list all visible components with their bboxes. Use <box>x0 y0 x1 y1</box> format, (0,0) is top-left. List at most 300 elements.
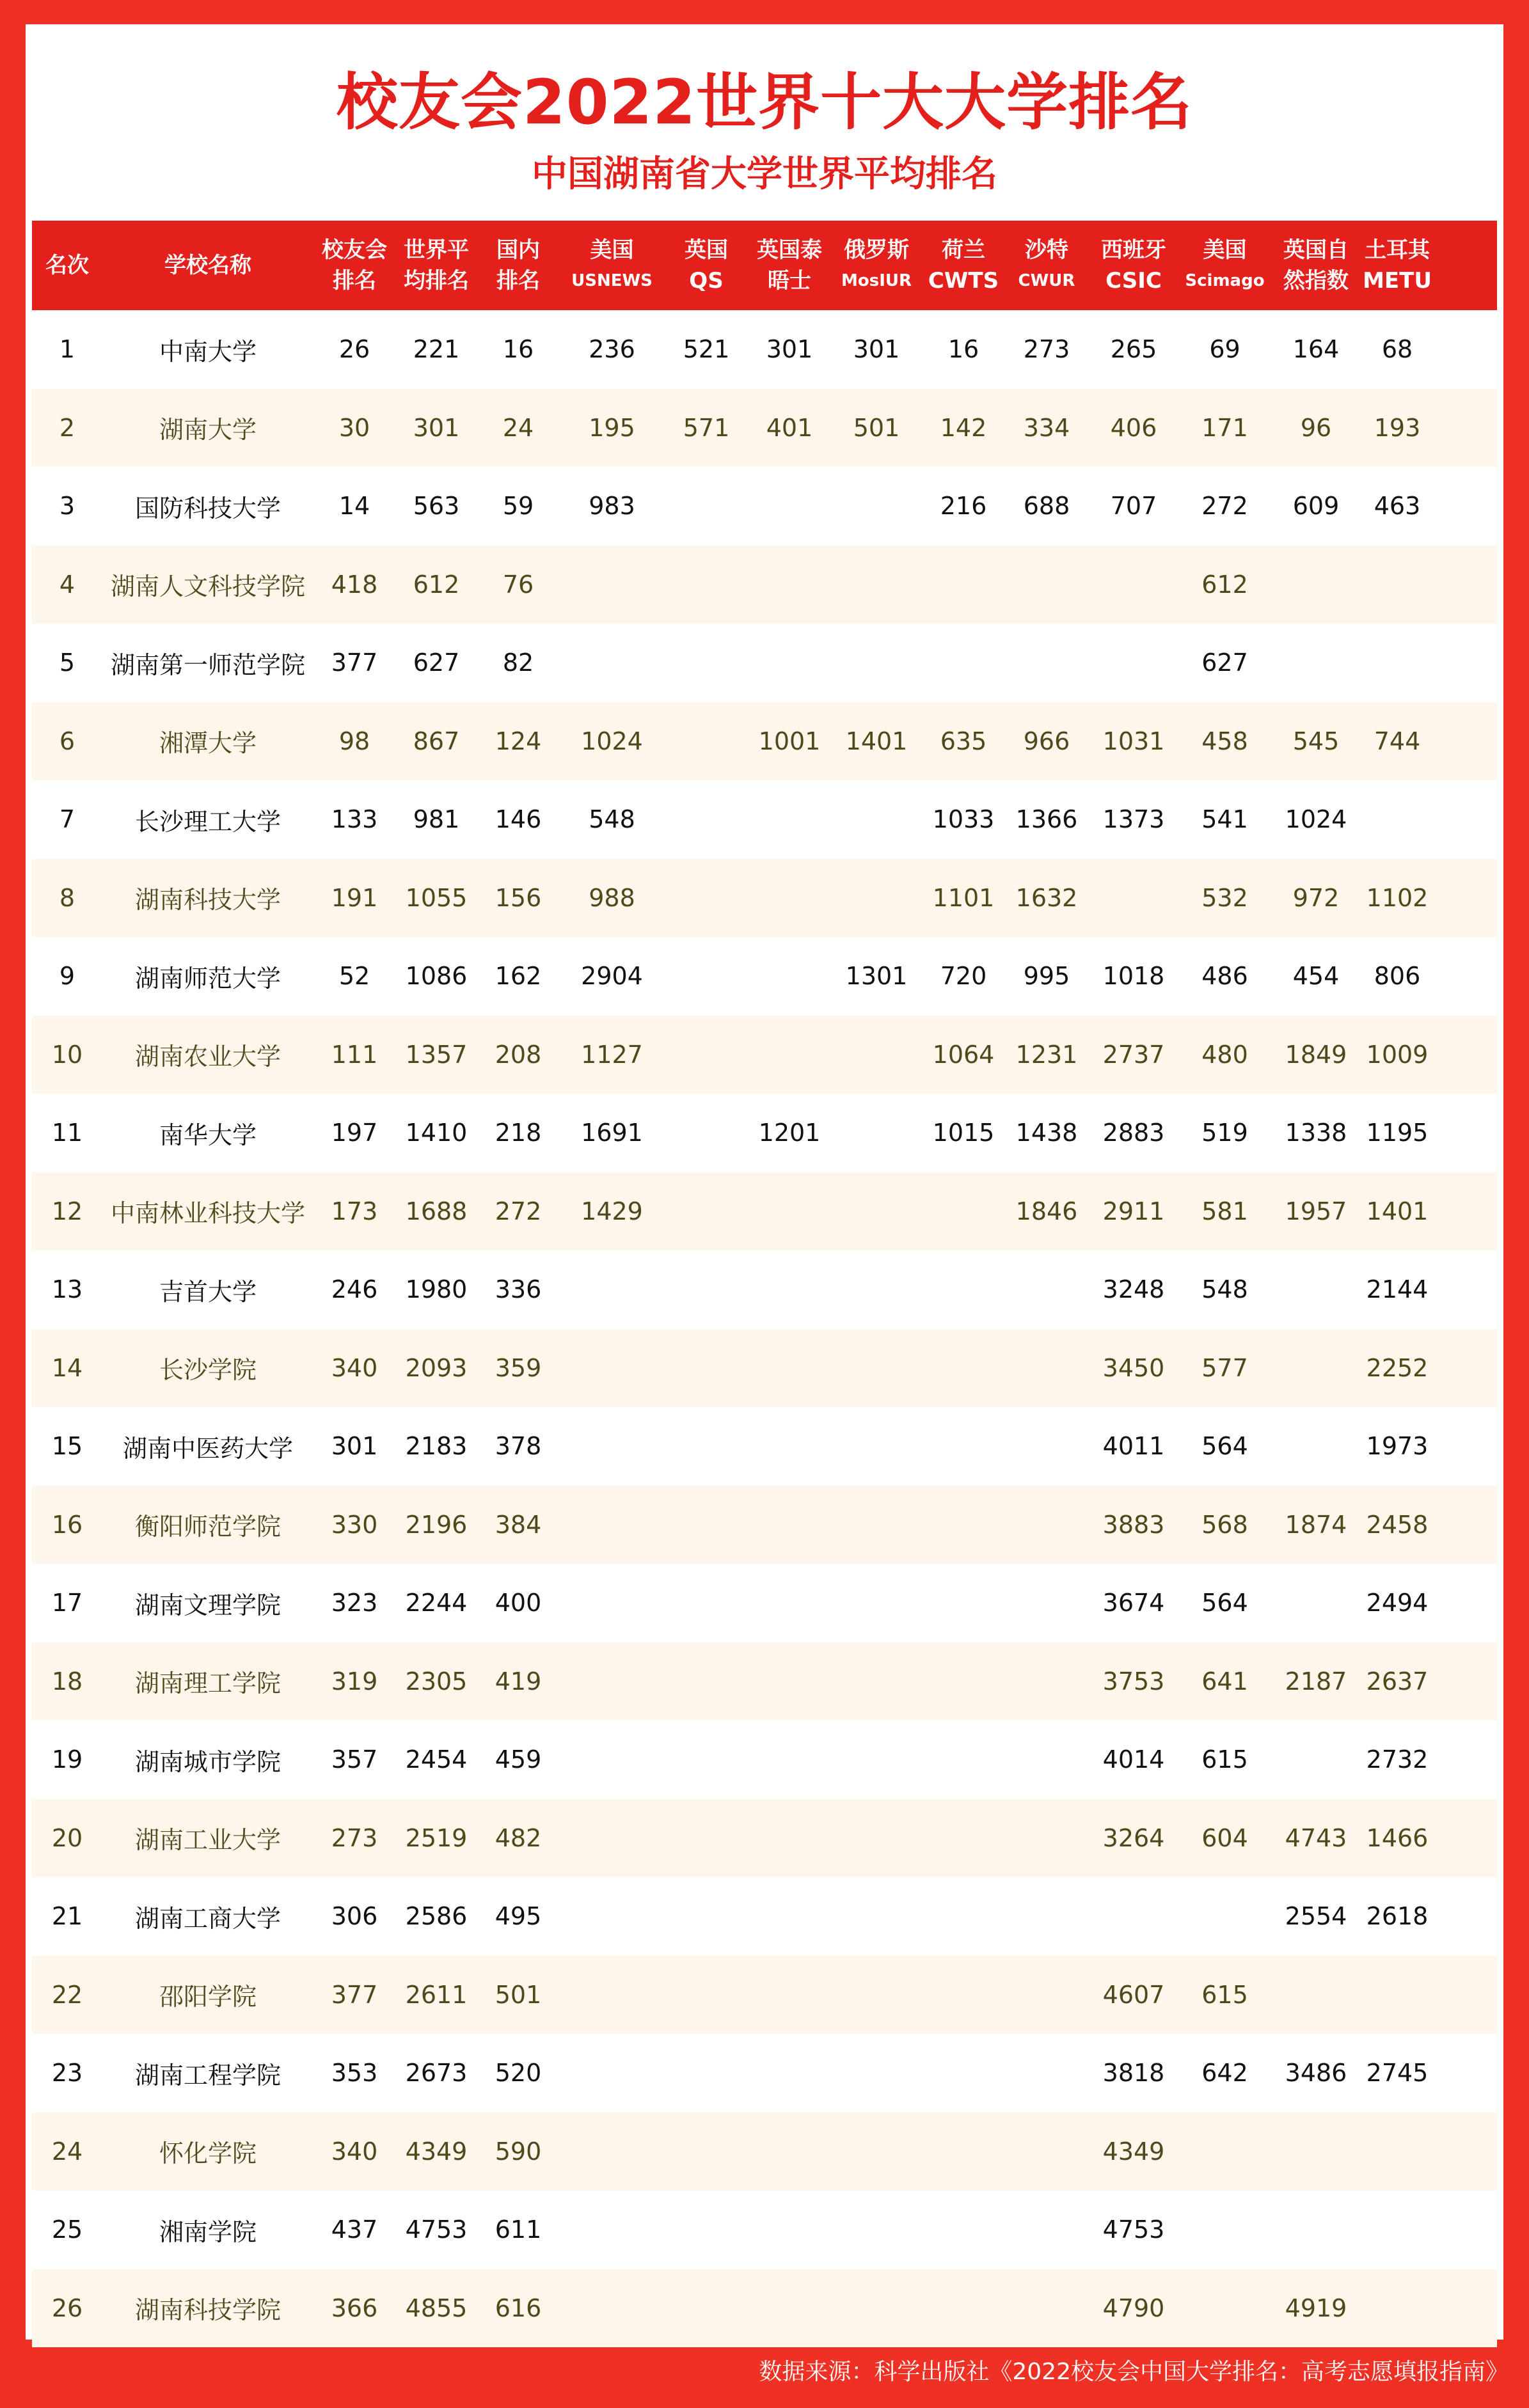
table-cell: 2586 <box>405 1902 468 1931</box>
table-row <box>32 1486 1497 1564</box>
table-cell: 2519 <box>405 1823 468 1852</box>
table-cell: 2494 <box>1366 1589 1429 1617</box>
table-cell: 1366 <box>1015 805 1078 834</box>
table-cell: 17 <box>51 1589 83 1617</box>
column-header-line2: Scimago <box>1185 271 1265 290</box>
table-cell: 306 <box>331 1902 378 1931</box>
table-cell: 162 <box>495 962 542 991</box>
table-cell: 23 <box>51 2059 83 2088</box>
table-cell: 18 <box>51 1667 83 1696</box>
table-cell: 2745 <box>1366 2059 1429 2088</box>
table-cell: 1691 <box>581 1119 643 1147</box>
table-cell: 353 <box>331 2059 378 2088</box>
table-cell: 1438 <box>1015 1119 1078 1147</box>
table-cell: 4743 <box>1285 1823 1347 1852</box>
column-header <box>922 221 1005 310</box>
table-cell: 52 <box>338 962 370 991</box>
table-cell: 2732 <box>1366 1745 1429 1774</box>
table-cell: 10 <box>51 1040 83 1069</box>
table-row <box>32 2034 1497 2113</box>
table-cell: 272 <box>495 1197 542 1225</box>
table-cell: 581 <box>1201 1197 1248 1225</box>
column-header <box>102 221 313 310</box>
table-cell: 2454 <box>405 1745 468 1774</box>
table-cell: 25 <box>51 2215 83 2244</box>
column-header-line1: 西班牙 <box>1101 237 1166 263</box>
column-header-line2: 排名 <box>496 268 540 294</box>
table-cell: 501 <box>853 413 900 442</box>
table-cell: 2244 <box>405 1589 468 1617</box>
table-cell: 111 <box>331 1040 378 1069</box>
table-cell: 521 <box>683 335 730 364</box>
school-name-cell: 湖南中医药大学 <box>122 1434 293 1463</box>
table-cell: 76 <box>502 570 534 599</box>
table-cell: 171 <box>1201 413 1248 442</box>
table-cell: 2554 <box>1285 1902 1347 1931</box>
table-cell: 366 <box>331 2294 378 2322</box>
table-cell: 330 <box>331 1510 378 1539</box>
table-cell: 2144 <box>1366 1275 1429 1304</box>
column-header-line2: 然指数 <box>1283 268 1349 294</box>
table-cell: 806 <box>1374 962 1421 991</box>
table-cell: 221 <box>413 335 460 364</box>
column-header <box>477 221 559 310</box>
table-cell: 1846 <box>1015 1197 1078 1225</box>
table-cell: 548 <box>1201 1275 1248 1304</box>
column-header-line2: 晤士 <box>768 268 811 294</box>
column-header-line2: CWUR <box>1018 271 1075 290</box>
table-cell: 14 <box>338 492 370 521</box>
table-row <box>32 546 1497 624</box>
table-cell: 1980 <box>405 1275 468 1304</box>
table-cell: 173 <box>331 1197 378 1225</box>
column-header <box>665 221 748 310</box>
table-cell: 1055 <box>405 883 468 912</box>
table-cell: 3 <box>59 492 75 521</box>
table-cell: 545 <box>1292 727 1340 755</box>
column-header <box>395 221 477 310</box>
table-cell: 1127 <box>581 1040 643 1069</box>
table-cell: 501 <box>495 1980 542 2009</box>
table-cell: 1201 <box>758 1119 821 1147</box>
school-name-cell: 湖南人文科技学院 <box>110 572 305 601</box>
table-cell: 612 <box>413 570 460 599</box>
table-cell: 2252 <box>1366 1353 1429 1382</box>
table-cell: 22 <box>51 1980 83 2009</box>
table-row <box>32 1250 1497 1329</box>
table-cell: 1231 <box>1015 1040 1078 1069</box>
table-cell: 1973 <box>1366 1432 1429 1461</box>
table-cell: 98 <box>338 727 370 755</box>
column-header-line2: CWTS <box>928 268 999 294</box>
table-cell: 14 <box>51 1353 83 1382</box>
column-header-line1: 土耳其 <box>1365 237 1430 263</box>
page-title: 校友会2022世界十大大学排名 <box>336 67 1193 138</box>
school-name-cell: 湖南城市学院 <box>134 1747 281 1776</box>
school-name-cell: 湖南文理学院 <box>134 1591 281 1619</box>
table-row <box>32 780 1497 859</box>
table-cell: 459 <box>495 1745 542 1774</box>
column-header <box>32 221 102 310</box>
table-cell: 482 <box>495 1823 542 1852</box>
column-header-line1: 荷兰 <box>942 237 985 263</box>
table-cell: 2911 <box>1102 1197 1165 1225</box>
table-cell: 2458 <box>1366 1510 1429 1539</box>
school-name-cell: 国防科技大学 <box>134 494 281 523</box>
table-cell: 867 <box>413 727 460 755</box>
table-cell: 2883 <box>1102 1119 1165 1147</box>
table-cell: 1033 <box>932 805 995 834</box>
table-row <box>32 389 1497 468</box>
table-cell: 359 <box>495 1353 542 1382</box>
table-cell: 357 <box>331 1745 378 1774</box>
column-header <box>1179 221 1271 310</box>
table-row <box>32 2269 1497 2348</box>
column-header-line2: QS <box>689 268 724 294</box>
table-cell: 26 <box>338 335 370 364</box>
table-cell: 604 <box>1201 1823 1248 1852</box>
table-cell: 8 <box>59 883 75 912</box>
table-cell: 1086 <box>405 962 468 991</box>
table-cell: 1373 <box>1102 805 1165 834</box>
table-cell: 577 <box>1201 1353 1248 1382</box>
table-cell: 3753 <box>1102 1667 1165 1696</box>
table-cell: 4790 <box>1102 2294 1165 2322</box>
table-cell: 2737 <box>1102 1040 1165 1069</box>
table-cell: 9 <box>59 962 75 991</box>
column-header-line1: 英国自 <box>1283 237 1349 263</box>
school-name-cell: 邵阳学院 <box>159 1983 257 2011</box>
table-cell: 1874 <box>1285 1510 1347 1539</box>
table-cell: 3248 <box>1102 1275 1165 1304</box>
table-cell: 2093 <box>405 1353 468 1382</box>
table-cell: 988 <box>589 883 635 912</box>
column-header-line1: 英国 <box>685 237 728 263</box>
school-name-cell: 湘潭大学 <box>159 729 257 758</box>
school-name-cell: 湖南大学 <box>159 416 257 445</box>
table-cell: 323 <box>331 1589 378 1617</box>
table-cell: 548 <box>589 805 635 834</box>
column-header-line1: 校友会 <box>322 237 387 263</box>
table-row <box>32 859 1497 938</box>
school-name-cell: 中南大学 <box>159 337 257 366</box>
table-cell: 418 <box>331 570 378 599</box>
table-row <box>32 1016 1497 1094</box>
table-row <box>32 1720 1497 1799</box>
table-cell: 458 <box>1201 727 1248 755</box>
table-cell: 4753 <box>1102 2215 1165 2244</box>
source-note: 数据来源：科学出版社《2022校友会中国大学排名：高考志愿填报指南》 <box>759 2359 1509 2385</box>
table-row <box>32 1094 1497 1172</box>
school-name-cell: 湖南农业大学 <box>134 1043 281 1071</box>
table-row <box>32 1407 1497 1486</box>
table-cell: 319 <box>331 1667 378 1696</box>
table-cell: 336 <box>495 1275 542 1304</box>
table-cell: 1466 <box>1366 1823 1429 1852</box>
table-cell: 301 <box>331 1432 378 1461</box>
table-cell: 24 <box>51 2137 83 2166</box>
column-header-line2: CSIC <box>1105 268 1162 294</box>
school-name-cell: 怀化学院 <box>159 2139 257 2168</box>
table-cell: 3450 <box>1102 1353 1165 1382</box>
school-name-cell: 衡阳师范学院 <box>134 1513 281 1541</box>
table-cell: 609 <box>1292 492 1340 521</box>
table-cell: 972 <box>1292 883 1340 912</box>
table-row <box>32 1877 1497 1956</box>
page-subtitle: 中国湖南省大学世界平均排名 <box>532 153 997 195</box>
table-cell: 720 <box>940 962 987 991</box>
table-cell: 1401 <box>845 727 908 755</box>
table-cell: 21 <box>51 1902 83 1931</box>
table-cell: 4349 <box>1102 2137 1165 2166</box>
table-header <box>32 221 1497 310</box>
table-row <box>32 1172 1497 1251</box>
table-cell: 519 <box>1201 1119 1248 1147</box>
column-header-line2: USNEWS <box>571 271 653 290</box>
table-cell: 82 <box>502 649 534 677</box>
table-cell: 59 <box>502 492 534 521</box>
table-cell: 1024 <box>581 727 643 755</box>
table-cell: 15 <box>51 1432 83 1461</box>
table-cell: 2305 <box>405 1667 468 1696</box>
table-cell: 3486 <box>1285 2059 1347 2088</box>
table-cell: 1338 <box>1285 1119 1347 1147</box>
school-name-cell: 南华大学 <box>159 1121 257 1149</box>
table-cell: 265 <box>1110 335 1157 364</box>
table-cell: 30 <box>338 413 370 442</box>
table-cell: 3674 <box>1102 1589 1165 1617</box>
table-cell: 4753 <box>405 2215 468 2244</box>
table-cell: 1018 <box>1102 962 1165 991</box>
table-cell: 590 <box>495 2137 542 2166</box>
table-cell: 1 <box>59 335 75 364</box>
table-row <box>32 937 1497 1016</box>
column-header-line1: 学校名称 <box>164 253 251 278</box>
school-name-cell: 湖南第一师范学院 <box>110 650 305 679</box>
table-cell: 156 <box>495 883 542 912</box>
table-cell: 208 <box>495 1040 542 1069</box>
table-cell: 1688 <box>405 1197 468 1225</box>
table-cell: 611 <box>495 2215 542 2244</box>
table-cell: 480 <box>1201 1040 1248 1069</box>
column-header-line1: 名次 <box>45 253 89 278</box>
table-cell: 401 <box>766 413 813 442</box>
table-cell: 627 <box>413 649 460 677</box>
table-cell: 454 <box>1292 962 1340 991</box>
ranking-table <box>32 221 1497 2347</box>
table-row <box>32 310 1497 389</box>
table-cell: 541 <box>1201 805 1248 834</box>
table-cell: 1957 <box>1285 1197 1347 1225</box>
school-name-cell: 湖南科技大学 <box>134 886 281 915</box>
table-cell: 96 <box>1300 413 1332 442</box>
table-cell: 301 <box>766 335 813 364</box>
table-row <box>32 624 1497 702</box>
table-cell: 995 <box>1023 962 1070 991</box>
table-cell: 164 <box>1292 335 1340 364</box>
table-row <box>32 2113 1497 2191</box>
table-cell: 1301 <box>845 962 908 991</box>
table-cell: 16 <box>947 335 979 364</box>
table-cell: 246 <box>331 1275 378 1304</box>
school-name-cell: 湖南工业大学 <box>134 1826 281 1855</box>
table-row <box>32 2191 1497 2269</box>
school-name-cell: 湖南科技学院 <box>134 2296 281 2325</box>
table-row <box>32 467 1497 546</box>
table-cell: 1410 <box>405 1119 468 1147</box>
table-cell: 1015 <box>932 1119 995 1147</box>
table-cell: 3883 <box>1102 1510 1165 1539</box>
table-cell: 273 <box>1023 335 1070 364</box>
table-cell: 437 <box>331 2215 378 2244</box>
table-cell: 5 <box>59 649 75 677</box>
table-cell: 20 <box>51 1823 83 1852</box>
school-name-cell: 吉首大学 <box>159 1277 257 1306</box>
table-cell: 7 <box>59 805 75 834</box>
table-cell: 2 <box>59 413 75 442</box>
table-cell: 19 <box>51 1745 83 1774</box>
table-cell: 688 <box>1023 492 1070 521</box>
table-cell: 1101 <box>932 883 995 912</box>
table-cell: 3818 <box>1102 2059 1165 2088</box>
table-cell: 419 <box>495 1667 542 1696</box>
table-cell: 340 <box>331 1353 378 1382</box>
school-name-cell: 湘南学院 <box>159 2217 257 2246</box>
table-cell: 124 <box>495 727 542 755</box>
table-cell: 1632 <box>1015 883 1078 912</box>
table-cell: 3264 <box>1102 1823 1165 1852</box>
column-header <box>831 221 922 310</box>
table-cell: 4919 <box>1285 2294 1347 2322</box>
column-header <box>1361 221 1433 310</box>
table-cell: 384 <box>495 1510 542 1539</box>
table-cell: 966 <box>1023 727 1070 755</box>
table-cell: 11 <box>51 1119 83 1147</box>
table-cell: 1429 <box>581 1197 643 1225</box>
table-cell: 616 <box>495 2294 542 2322</box>
table-cell: 146 <box>495 805 542 834</box>
table-cell: 568 <box>1201 1510 1248 1539</box>
table-cell: 2904 <box>581 962 643 991</box>
table-row <box>32 1799 1497 1878</box>
table-cell: 1849 <box>1285 1040 1347 1069</box>
column-header-line1: 沙特 <box>1025 237 1068 263</box>
table-cell: 236 <box>589 335 635 364</box>
table-cell: 400 <box>495 1589 542 1617</box>
table-cell: 641 <box>1201 1667 1248 1696</box>
table-cell: 4349 <box>405 2137 468 2166</box>
table-cell: 1401 <box>1366 1197 1429 1225</box>
table-cell: 1009 <box>1366 1040 1429 1069</box>
table-cell: 191 <box>331 883 378 912</box>
table-row <box>32 1956 1497 2034</box>
table-cell: 133 <box>331 805 378 834</box>
column-header-line2: MosIUR <box>841 271 912 290</box>
table-cell: 635 <box>940 727 987 755</box>
table-cell: 26 <box>51 2294 83 2322</box>
table-cell: 195 <box>589 413 635 442</box>
table-cell: 377 <box>331 649 378 677</box>
table-cell: 1024 <box>1285 805 1347 834</box>
table-cell: 612 <box>1201 570 1248 599</box>
table-cell: 4014 <box>1102 1745 1165 1774</box>
table-cell: 273 <box>331 1823 378 1852</box>
table-cell: 495 <box>495 1902 542 1931</box>
column-header <box>313 221 395 310</box>
table-cell: 193 <box>1374 413 1421 442</box>
table-cell: 4011 <box>1102 1432 1165 1461</box>
table-cell: 301 <box>853 335 900 364</box>
school-name-cell: 湖南师范大学 <box>134 964 281 993</box>
table-cell: 2187 <box>1285 1667 1347 1696</box>
table-cell: 12 <box>51 1197 83 1225</box>
table-cell: 406 <box>1110 413 1157 442</box>
table-cell: 1102 <box>1366 883 1429 912</box>
table-cell: 218 <box>495 1119 542 1147</box>
column-header-line1: 俄罗斯 <box>844 237 909 263</box>
table-cell: 520 <box>495 2059 542 2088</box>
table-cell: 340 <box>331 2137 378 2166</box>
table-cell: 2618 <box>1366 1902 1429 1931</box>
table-cell: 142 <box>940 413 987 442</box>
report-frame <box>26 24 1503 2340</box>
table-cell: 4 <box>59 570 75 599</box>
table-cell: 334 <box>1023 413 1070 442</box>
column-header <box>748 221 831 310</box>
column-header <box>1005 221 1088 310</box>
column-header <box>559 221 665 310</box>
table-cell: 2637 <box>1366 1667 1429 1696</box>
table-cell: 2183 <box>405 1432 468 1461</box>
table-cell: 615 <box>1201 1980 1248 2009</box>
school-name-cell: 长沙理工大学 <box>134 807 281 836</box>
table-cell: 1031 <box>1102 727 1165 755</box>
table-cell: 615 <box>1201 1745 1248 1774</box>
column-header-line1: 国内 <box>496 237 540 263</box>
table-row <box>32 1564 1497 1642</box>
table-cell: 6 <box>59 727 75 755</box>
table-cell: 981 <box>413 805 460 834</box>
column-header <box>1088 221 1179 310</box>
table-cell: 4855 <box>405 2294 468 2322</box>
table-body <box>32 310 1497 2347</box>
column-header-line1: 世界平 <box>404 237 469 263</box>
table-cell: 571 <box>683 413 730 442</box>
table-cell: 16 <box>502 335 534 364</box>
column-header-line2: METU <box>1363 268 1432 294</box>
table-cell: 1064 <box>932 1040 995 1069</box>
table-cell: 301 <box>413 413 460 442</box>
table-cell: 1357 <box>405 1040 468 1069</box>
table-cell: 627 <box>1201 649 1248 677</box>
table-cell: 744 <box>1374 727 1421 755</box>
table-cell: 216 <box>940 492 987 521</box>
table-cell: 532 <box>1201 883 1248 912</box>
school-name-cell: 中南林业科技大学 <box>110 1199 305 1228</box>
table-cell: 1195 <box>1366 1119 1429 1147</box>
table-cell: 2673 <box>405 2059 468 2088</box>
school-name-cell: 长沙学院 <box>159 1356 257 1385</box>
table-cell: 642 <box>1201 2059 1248 2088</box>
table-cell: 272 <box>1201 492 1248 521</box>
column-header-line1: 英国泰 <box>757 237 822 263</box>
table-cell: 378 <box>495 1432 542 1461</box>
table-cell: 983 <box>589 492 635 521</box>
table-row <box>32 1329 1497 1408</box>
table-cell: 463 <box>1374 492 1421 521</box>
table-cell: 377 <box>331 1980 378 2009</box>
school-name-cell: 湖南工商大学 <box>134 1904 281 1933</box>
